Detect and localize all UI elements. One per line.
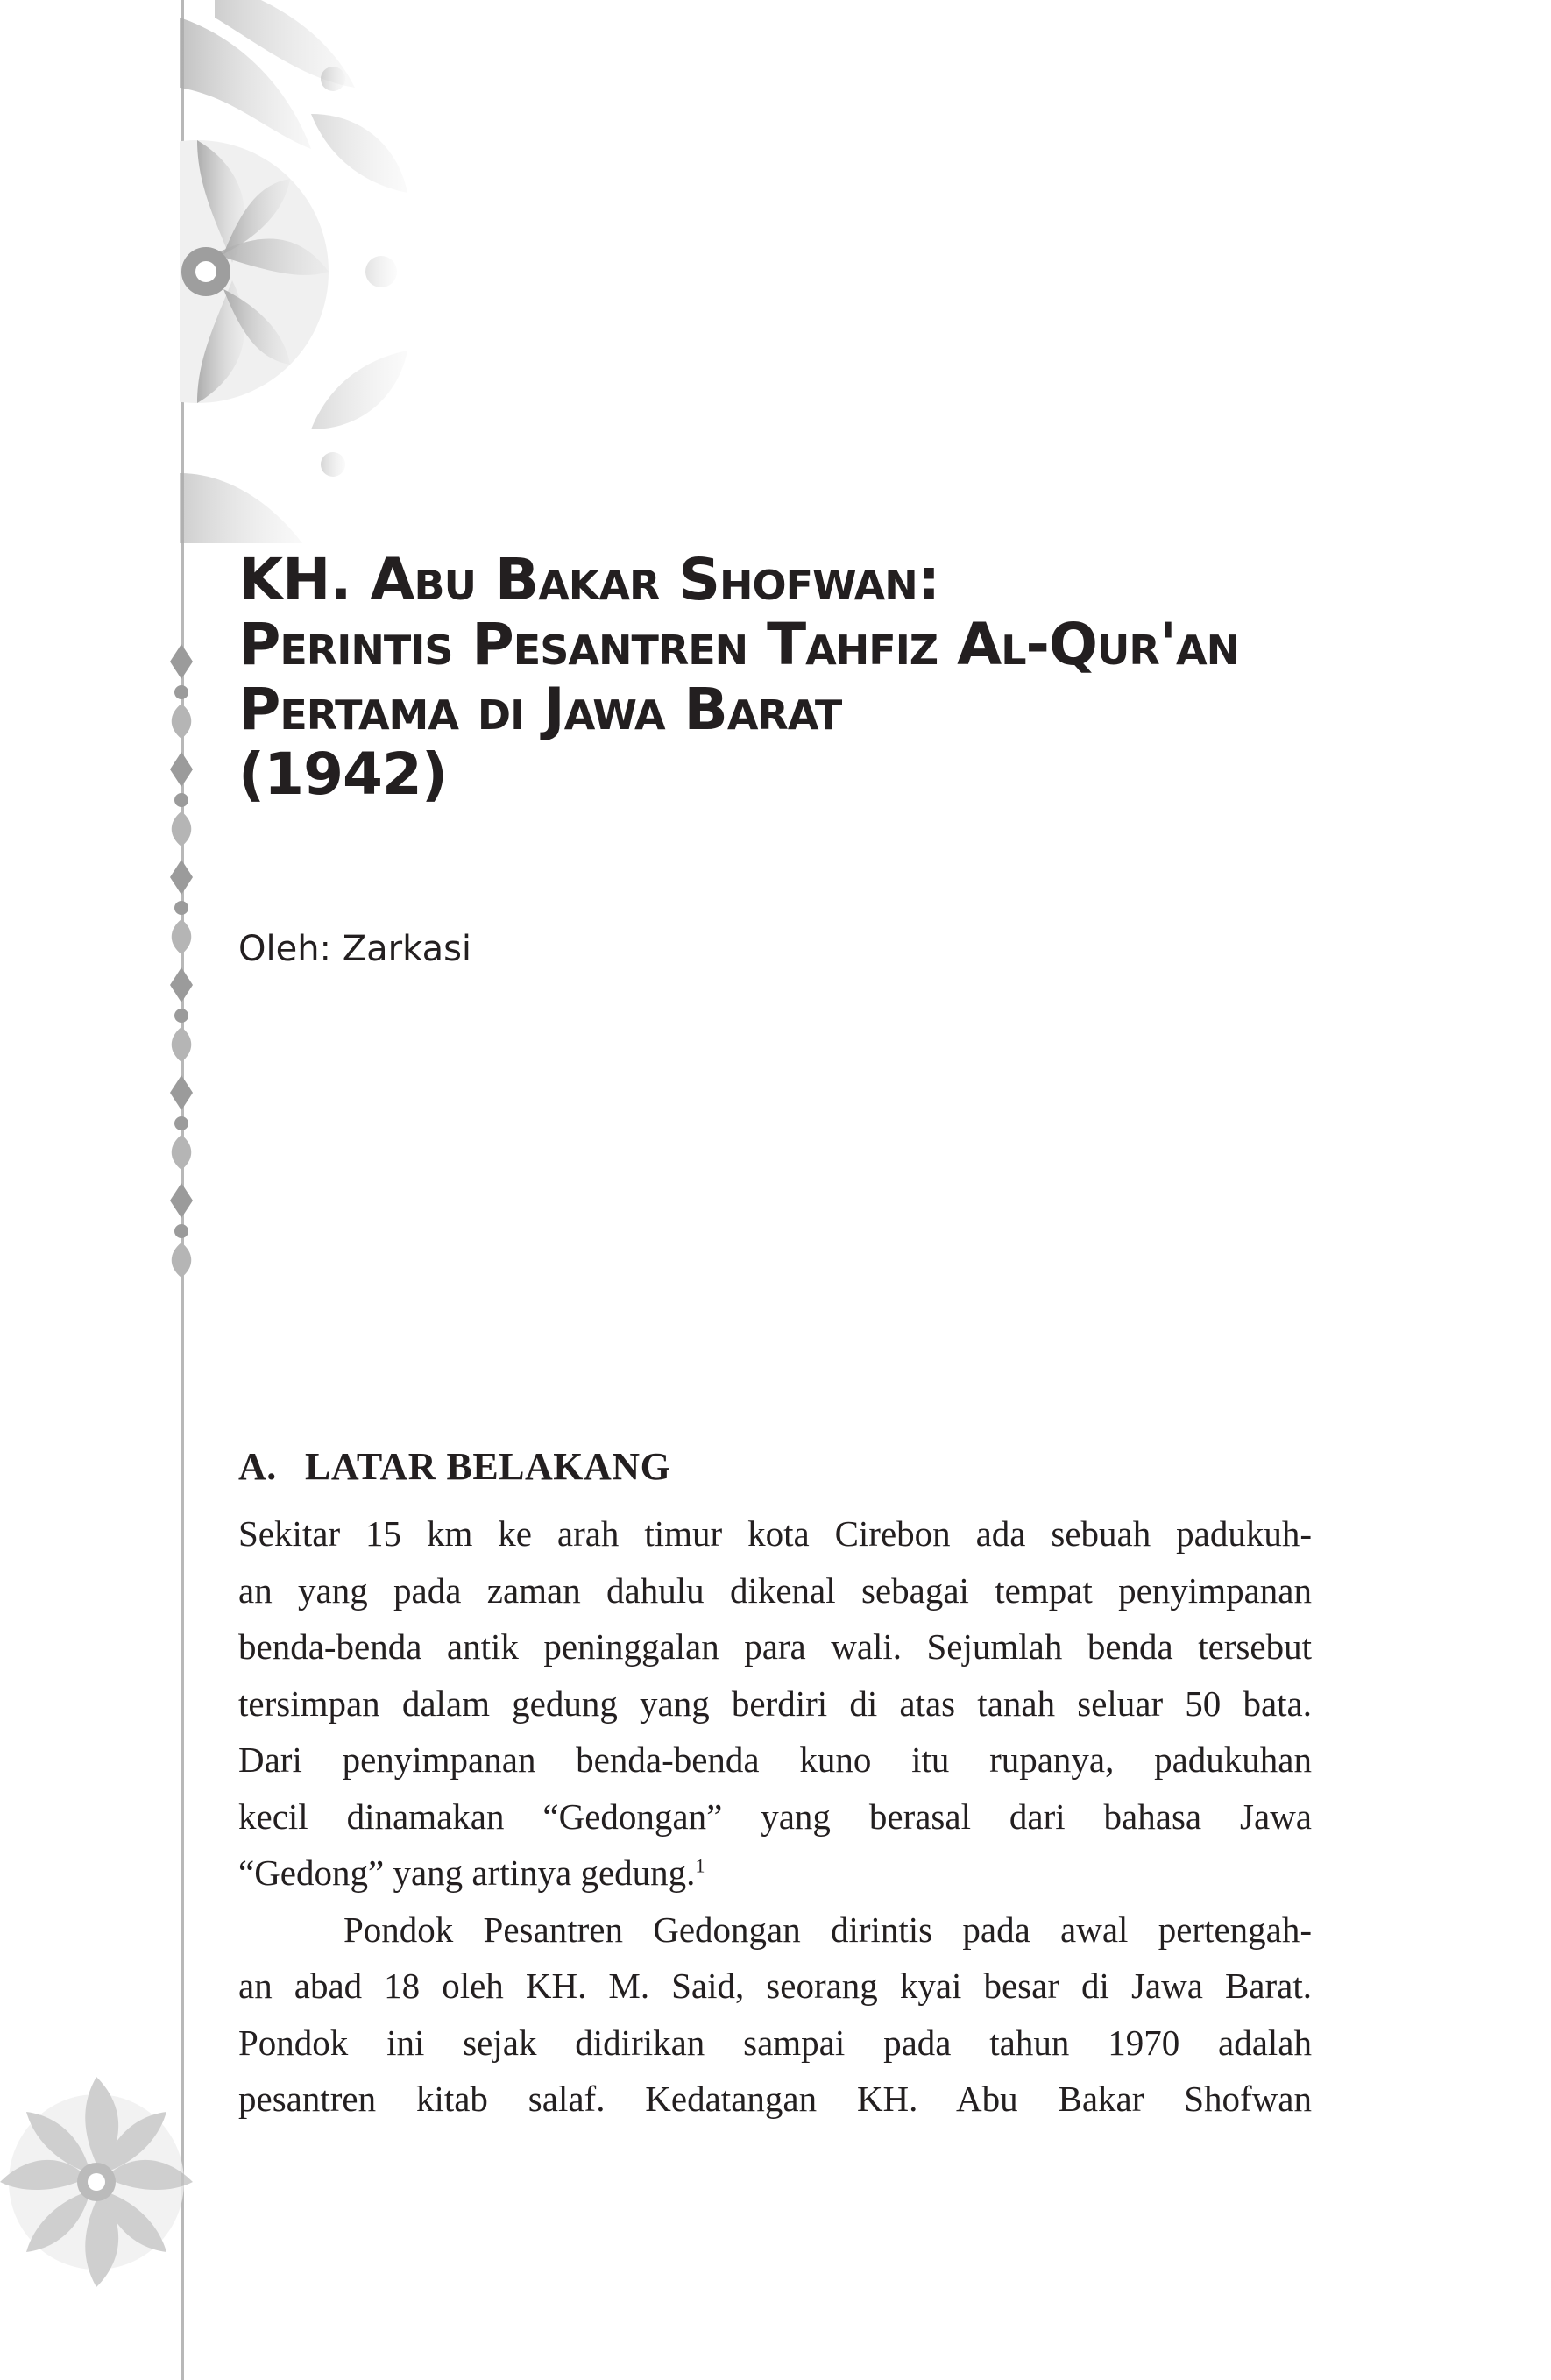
chapter-title — [238, 548, 1430, 807]
paragraph-2-line-4: pesantren kitab salaf. Kedatangan KH. Abu Bakar Shofwan — [238, 2079, 1312, 2119]
title-line-1: KH. Abu Bakar Shofwan: — [238, 546, 940, 613]
ornamental-border-band — [158, 644, 205, 1293]
floral-ornament-top — [180, 0, 495, 543]
paragraph-1-line-1: Sekitar 15 km ke arah timur kota Cirebon ada sebuah padukuh- — [238, 1513, 1312, 1554]
section-title: LATAR BELAKANG — [305, 1445, 671, 1488]
title-line-2: Perintis Pesantren Tahfiz Al-Qur'an — [238, 611, 1240, 678]
section-number: A. — [238, 1445, 277, 1488]
paragraph-1-line-4: tersimpan dalam gedung yang berdiri di atas tanah seluar 50 bata. — [238, 1682, 1312, 1724]
paragraph-1-line-6: kecil dinamakan “Gedongan” yang berasal dari bahasa Jawa — [238, 1796, 1312, 1837]
paragraph-1 — [238, 1505, 1312, 1902]
body-text — [238, 1505, 1312, 2128]
paragraph-2-line-3: Pondok ini sejak didirikan sampai pada tahun 1970 adalah — [238, 2022, 1312, 2063]
author-byline: Oleh: Zarkasi — [238, 929, 472, 969]
title-line-4: (1942) — [238, 740, 448, 808]
title-line-3: Pertama di Jawa Barat — [238, 676, 842, 743]
petal-group-icon — [180, 0, 407, 543]
border-motif-icon — [170, 644, 193, 739]
section-heading — [238, 1444, 670, 1489]
paragraph-1-line-5: Dari penyimpanan benda-benda kuno itu rupanya, padukuhan — [238, 1739, 1312, 1780]
paragraph-2-line-1: Pondok Pesantren Gedongan dirintis pada awal pertengah- — [343, 1909, 1312, 1950]
paragraph-1-line-7-text: “Gedong” yang artinya gedung. — [238, 1852, 696, 1893]
floral-ornament-bottom — [0, 2042, 202, 2331]
footnote-marker[interactable]: 1 — [695, 1854, 705, 1877]
paragraph-1-line-7 — [238, 1845, 1312, 1902]
paragraph-1-line-2: an yang pada zaman dahulu dikenal sebagai tempat penyimpanan — [238, 1569, 1312, 1611]
paragraph-2 — [238, 1902, 1312, 2128]
paragraph-1-line-3: benda-benda antik peninggalan para wali. Sejumlah benda tersebut — [238, 1626, 1312, 1667]
paragraph-2-line-2: an abad 18 oleh KH. M. Said, seorang kyai besar di Jawa Barat. — [238, 1966, 1312, 2006]
